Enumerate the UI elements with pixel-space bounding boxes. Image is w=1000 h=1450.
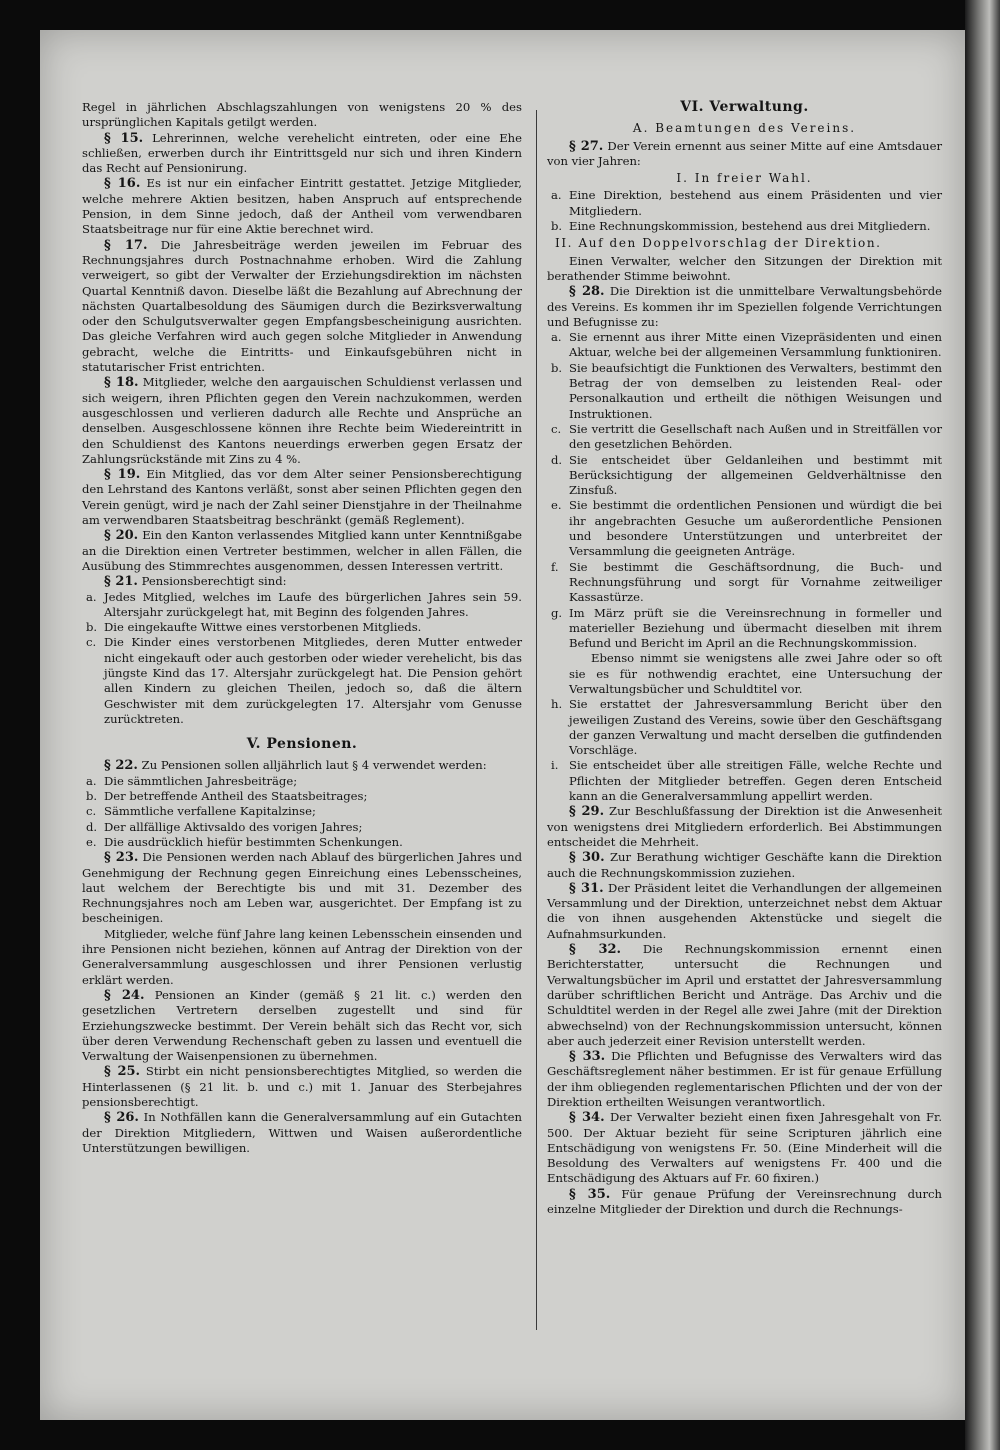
list-item-text: Im März prüft sie die Vereinsrechnung in formeller und materieller Beziehung und übermacht dieselben mit ihrem Befund und Bericht im April an die Rechnungskommission.: [569, 605, 942, 651]
section-26: [82, 1110, 522, 1156]
list-item: [547, 697, 942, 758]
list-marker: a.: [551, 188, 562, 203]
list-item: [82, 820, 522, 835]
section-number: § 18.: [104, 375, 139, 391]
list-item: [547, 498, 942, 559]
list-item: [82, 590, 522, 621]
list-marker: e.: [551, 498, 562, 513]
list-marker: c.: [86, 635, 97, 650]
subsection-a-heading: A. Beamtungen des Vereins.: [632, 121, 857, 136]
section-34: [547, 1110, 942, 1186]
list-item: [547, 422, 942, 453]
list-item: [547, 219, 942, 234]
list-item-text: Jedes Mitglied, welches im Laufe des bürgerlichen Jahres sein 59. Altersjahr zurückgelegt hat, mit Beginn des folgenden Jahres.: [104, 589, 522, 619]
list-item: [547, 758, 942, 804]
section-text: In Nothfällen kann die Generalversammlung auf ein Gutachten der Direktion Mitgliedern, Wittwen und Waisen außerordentliche Unterstützungen bewilligen.: [82, 1110, 522, 1155]
section-21: [82, 574, 522, 589]
section-text: Für genaue Prüfung der Vereinsrechnung durch einzelne Mitglieder der Direktion und durch die Rechnungs-: [547, 1186, 942, 1217]
list-item-text: Eine Rechnungskommission, bestehend aus drei Mitgliedern.: [569, 219, 931, 234]
right-column: [547, 100, 942, 1217]
section-text: Zur Beschlußfassung der Direktion ist die Anwesenheit von wenigstens drei Mitgliedern erforderlich. Bei Abstimmungen entscheidet die Mehrheit.: [547, 804, 942, 849]
double-proposal-text: Einen Verwalter, welcher den Sitzungen der Direktion mit berathender Stimme beiwohnt.: [547, 253, 942, 283]
list-marker: c.: [551, 421, 562, 436]
list-marker: d.: [551, 452, 563, 467]
section-number: § 24.: [104, 987, 145, 1003]
section-number: § 23.: [104, 850, 139, 866]
list-item: [547, 361, 942, 422]
section-28-g-continuation: Ebenso nimmt sie wenigstens alle zwei Jahre oder so oft sie es für nothwendig erachtet, eine Untersuchung der Verwaltungsbücher und Schuldtitel vor.: [569, 651, 942, 696]
section-text: Der Verein ernennt aus seiner Mitte auf eine Amtsdauer von vier Jahren:: [547, 138, 942, 168]
double-proposal-heading: II. Auf den Doppelvorschlag der Direktion.: [555, 236, 882, 251]
section-text: Es ist nur ein einfacher Eintritt gestattet. Jetzige Mitglieder, welche mehrere Aktien besitzen, haben Anspruch auf entsprechende Pension, in dem Sinne jedoch, daß der Antheil vom verwendbaren Staatsbeitrage nur für eine Aktie berechnet wird.: [82, 176, 522, 237]
section-number: § 15.: [104, 130, 144, 146]
section-23: [82, 850, 522, 926]
section-text: Pensionen an Kinder (gemäß § 21 lit. c.) werden den gesetzlichen Vertretern derselben zugestellt und sind für Erziehungszwecke bestimmt. Der Verein behält sich das Recht vor, sich über deren Verwendung Rechenschaft geben zu lassen und eventuell die Verwaltung der Waisenpensionen zu übernehmen.: [82, 987, 523, 1064]
section-32: [547, 942, 942, 1049]
section-text: Die Rechnungskommission ernennt einen Berichterstatter, untersucht die Rechnungen und Verwaltungsbücher im April und erstattet der Jahresversammlung darüber schriftlichen Bericht und Anträge. Das Archiv und die Schuldtitel werden in der Regel alle zwei Jahre (mit der Direktion abwechselnd) von der Rechnungskommission untersucht, können aber auch jederzeit einer Revision unterstellt werden.: [547, 942, 942, 1048]
list-marker: b.: [551, 219, 563, 234]
section-number: § 26.: [104, 1110, 139, 1126]
section-28-list-continued: [547, 697, 942, 804]
list-item-text: Sie erstattet der Jahresversammlung Bericht über den jeweiligen Zustand des Vereins, sowie über den Geschäftsgang der ganzen Verwaltung und macht derselben die gutfindenden Vorschläge.: [569, 697, 942, 758]
free-choice-list: [547, 188, 942, 234]
section-text: Die Jahresbeiträge werden jeweilen im Februar des Rechnungsjahres durch Postnachnahme erhoben. Wird die Zahlung verweigert, so gibt der Verwalter der Erziehungsdirektion im nächsten Quartal Kenntniß davon. Dieselbe läßt die Bezahlung auf Abrechnung der nächsten Quartalbesoldung des Säumigen durch die Bezirksverwaltung oder den Schulgutsverwalter gegen Empfangsbescheinigung ausrichten. Das gleiche Verfahren wird auch gegen solche Mitglieder in Anwendung gebracht, welche die Eintritts- und Einkaufsgebühren nicht in statutarischer Frist entrichten.: [82, 237, 522, 375]
section-text: Der Präsident leitet die Verhandlungen der allgemeinen Versammlung und der Direktion, unterzeichnet nebst dem Aktuar die von ihnen ausgehenden Aktenstücke und siegelt die Aufnahmsurkunden.: [547, 880, 942, 941]
left-column: [82, 100, 522, 1156]
list-item-text: Die sämmtlichen Jahresbeiträge;: [104, 773, 298, 788]
list-item-text: Der betreffende Antheil des Staatsbeitrages;: [104, 789, 368, 804]
list-marker: e.: [86, 834, 97, 849]
list-item: [547, 606, 942, 652]
section-17: [82, 238, 522, 376]
list-item-text: Sämmtliche verfallene Kapitalzinse;: [104, 804, 316, 819]
section-25: [82, 1064, 522, 1110]
section-text: Ein den Kanton verlassendes Mitglied kann unter Kenntnißgabe an die Direktion einen Vertreter bestimmen, welcher in allen Fällen, die Ausübung des Stimmrechtes ausgenommen, dessen Interessen vertritt.: [82, 528, 523, 573]
list-marker: i.: [551, 758, 559, 773]
list-marker: f.: [551, 559, 559, 574]
column-divider: [536, 110, 537, 1330]
section-number: § 25.: [104, 1064, 141, 1080]
section-19: [82, 467, 522, 528]
section-29: [547, 804, 942, 850]
section-number: § 35.: [569, 1186, 611, 1202]
list-item-text: Sie ernennt aus ihrer Mitte einen Vizepräsidenten und einen Aktuar, welche bei der allgemeinen Versammlung funktioniren.: [569, 330, 942, 360]
section-number: § 20.: [104, 528, 139, 544]
section-text: Die Direktion ist die unmittelbare Verwaltungsbehörde des Vereins. Es kommen ihr im Speziellen folgende Verrichtungen und Befugnisse zu:: [547, 284, 942, 329]
section-22-list: [82, 774, 522, 850]
section-20: [82, 528, 522, 574]
list-marker: b.: [86, 620, 98, 635]
section-text: Zu Pensionen sollen alljährlich laut § 4 verwendet werden:: [141, 758, 487, 773]
list-item-text: Sie bestimmt die ordentlichen Pensionen und würdigt die bei ihr angebrachten Gesuche um außerordentliche Pensionen und besondere Unterstützungen und unterbreitet der Versammlung die geeigneten Anträge.: [569, 498, 942, 559]
section-31: [547, 881, 942, 942]
section-21-list: [82, 590, 522, 728]
section-text: Stirbt ein nicht pensionsberechtigtes Mitglied, so werden die Hinterlassenen (§ 21 lit. b. und c.) mit 1. Januar des Sterbejahres pensionsberechtigt.: [82, 1064, 522, 1109]
list-item: [547, 453, 942, 499]
section-5-heading: V. Pensionen.: [246, 736, 358, 753]
section-number: § 21.: [104, 574, 138, 590]
list-item: [547, 188, 942, 219]
list-item-text: Sie entscheidet über Geldanleihen und bestimmt mit Berücksichtigung der allgemeinen Geldverhältnisse den Zinsfuß.: [569, 452, 942, 498]
list-item: [82, 620, 522, 635]
list-item: [547, 330, 942, 361]
section-16: [82, 176, 522, 237]
section-number: § 34.: [569, 1110, 605, 1126]
list-item: [82, 789, 522, 804]
section-33: [547, 1049, 942, 1110]
section-number: § 32.: [569, 942, 622, 958]
section-text: Die Pensionen werden nach Ablauf des bürgerlichen Jahres und Genehmigung der Rechnung gegen Einreichung eines Lebensscheines, laut welchem der Berechtigte bis und mit 31. Dezember des Rechnungsjahres noch am Leben war, ausgerichtet. Der Empfang ist zu bescheinigen.: [82, 850, 522, 926]
list-item-text: Sie vertritt die Gesellschaft nach Außen und in Streitfällen vor den gesetzlichen Behörden.: [569, 421, 942, 452]
section-text: Die Pflichten und Befugnisse des Verwalters wird das Geschäftsreglement näher bestimmen. Er ist für genaue Erfüllung der ihm obliegenden reglementarischen Pflichten und der von der Direktion ertheilten Weisungen verantwortlich.: [547, 1049, 942, 1109]
list-item: [547, 560, 942, 606]
section-number: § 28.: [569, 284, 605, 300]
section-number: § 19.: [104, 467, 141, 483]
section-text: Lehrerinnen, welche verehelicht eintreten, oder eine Ehe schließen, erwerben durch ihr Eintrittsgeld nur sich und ihren Kindern das Recht auf Pensionirung.: [82, 130, 522, 176]
section-number: § 17.: [104, 237, 148, 253]
section-28-list: [547, 330, 942, 651]
section-number: § 31.: [569, 880, 604, 896]
section-6-heading: VI. Verwaltung.: [680, 99, 809, 115]
section-number: § 33.: [569, 1049, 606, 1065]
list-marker: c.: [86, 804, 97, 819]
list-marker: b.: [551, 360, 563, 375]
section-number: § 16.: [104, 176, 141, 192]
opening-paragraph: Regel in jährlichen Abschlagszahlungen von wenigstens 20 % des ursprünglichen Kapitals getilgt werden.: [82, 100, 522, 130]
section-22: [82, 758, 522, 773]
section-text: Der Verwalter bezieht einen fixen Jahresgehalt von Fr. 500. Der Aktuar bezieht für seine Scripturen jährlich eine Entschädigung von wenigstens Fr. 50. (Eine Minderheit will die Besoldung des Verwalters auf wenigstens Fr. 400 und die Entschädigung des Aktuars auf Fr. 60 fixiren.): [547, 1110, 943, 1186]
list-item-text: Sie beaufsichtigt die Funktionen des Verwalters, bestimmt den Betrag der von demselben zu leistenden Real- oder Personalkaution und ertheilt die nöthigen Weisungen und Instruktionen.: [569, 360, 942, 421]
section-text: Mitglieder, welche den aargauischen Schuldienst verlassen und sich weigern, ihren Pflichten gegen den Verein nachzukommen, werden ausgeschlossen und verlieren dadurch alle Rechte und Ansprüche an denselben. Ausgeschlossene können ihre Rechte beim Wiedereintritt in den Schuldienst des Kantons neuerdings erwerben gegen Ersatz der Zahlungsrückstände mit Zins zu 4 %.: [82, 375, 522, 466]
section-23-paragraph-2: Mitglieder, welche fünf Jahre lang keinen Lebensschein einsenden und ihre Pensionen nicht beziehen, können auf Antrag der Direktion von der Generalversammlung ausgeschlossen und ihrer Pensionen verlustig erklärt werden.: [82, 926, 522, 987]
list-item-text: Sie bestimmt die Geschäftsordnung, die Buch- und Rechnungsführung und sorgt für Vornahme zeitweiliger Kassastürze.: [569, 559, 942, 605]
list-item-text: Der allfällige Aktivsaldo des vorigen Jahres;: [104, 819, 363, 834]
list-marker: a.: [551, 330, 562, 345]
section-30: [547, 850, 942, 881]
section-18: [82, 375, 522, 467]
section-number: § 30.: [569, 850, 605, 866]
section-text: Pensionsberechtigt sind:: [141, 574, 287, 589]
section-text: Ein Mitglied, das vor dem Alter seiner Pensionsberechtigung den Lehrstand des Kantons verläßt, sonst aber seinen Pflichten gegen den Verein genügt, wird je nach der Zahl seiner Dienstjahre in der Theilnahme am verwendbaren Staatsbeitrag beschränkt (gemäß Reglement).: [82, 467, 522, 528]
section-35: [547, 1187, 942, 1218]
section-27: [547, 139, 942, 170]
section-number: § 29.: [569, 804, 605, 820]
list-item-text: Eine Direktion, bestehend aus einem Präsidenten und vier Mitgliedern.: [569, 188, 942, 218]
free-choice-heading: I. In freier Wahl.: [676, 171, 813, 186]
section-number: § 22.: [104, 758, 138, 774]
section-28: [547, 284, 942, 330]
section-24: [82, 988, 522, 1064]
section-text: Zur Berathung wichtiger Geschäfte kann die Direktion auch die Rechnungskommission zuziehen.: [547, 850, 942, 880]
section-number: § 27.: [569, 138, 604, 154]
list-marker: b.: [86, 789, 98, 804]
list-item: [82, 774, 522, 789]
list-marker: d.: [86, 819, 98, 834]
list-item-text: Die eingekaufte Wittwe eines verstorbenen Mitglieds.: [104, 620, 422, 635]
list-marker: h.: [551, 697, 563, 712]
list-marker: a.: [86, 773, 97, 788]
list-item-text: Sie entscheidet über alle streitigen Fälle, welche Rechte und Pflichten der Mitglieder betreffen. Gegen deren Entscheid kann an die Generalversammlung appellirt werden.: [569, 758, 942, 804]
section-15: [82, 131, 522, 177]
list-item-text: Die ausdrücklich hiefür bestimmten Schenkungen.: [104, 834, 403, 849]
list-item-text: Die Kinder eines verstorbenen Mitgliedes, deren Mutter entweder nicht eingekauft oder auch gestorben oder wieder verehelicht, bis das jüngste Kind das 17. Altersjahr zurückgelegt hat. Die Pension gehört allen Kindern zu gleichen Theilen, jedoch so, daß die ältern Geschwister mit dem zurückgelegten 17. Altersjahr vom Genusse zurücktreten.: [104, 635, 522, 726]
list-marker: a.: [86, 589, 97, 604]
page-edge-shadow: [965, 0, 1000, 1450]
list-item: [82, 835, 522, 850]
list-item: [82, 635, 522, 727]
list-item: [82, 804, 522, 819]
list-marker: g.: [551, 605, 563, 620]
